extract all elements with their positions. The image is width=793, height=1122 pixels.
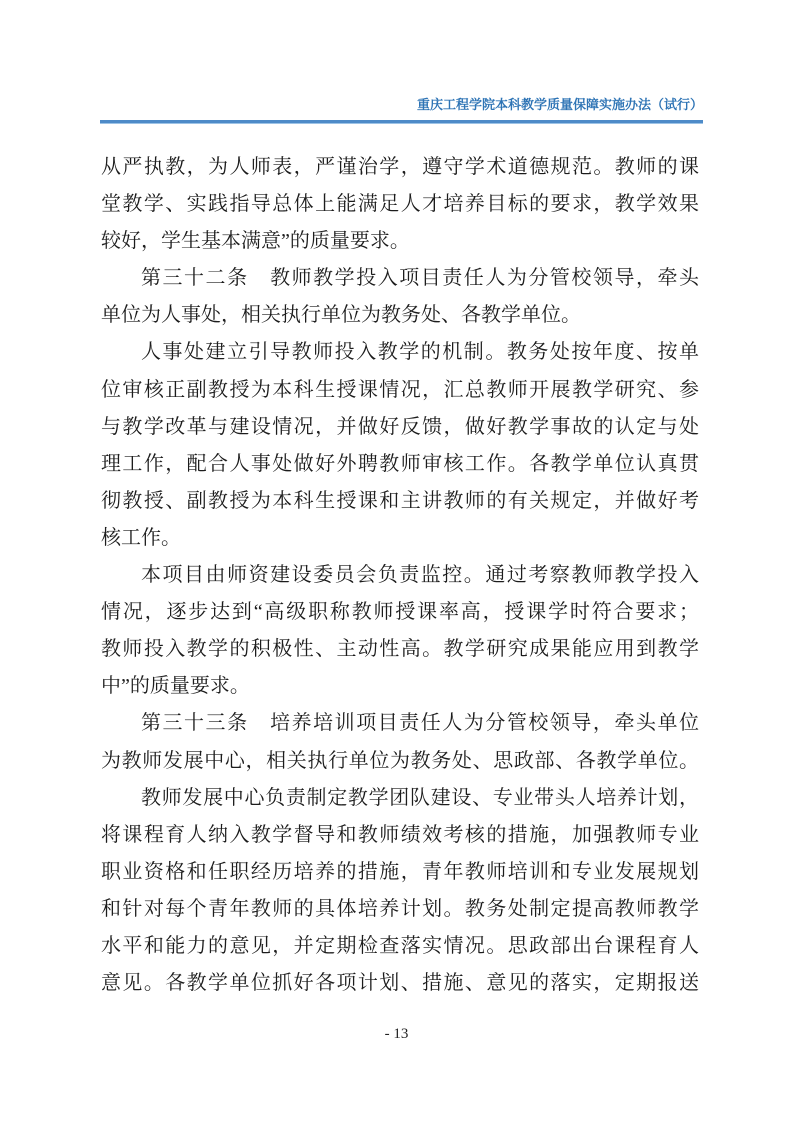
text-line: 单位为人事处，相关执行单位为教务处、各教学单位。 bbox=[101, 304, 581, 327]
header-rule bbox=[100, 120, 703, 124]
paragraph bbox=[101, 149, 699, 260]
text-line: 将课程育人纳入教学督导和教师绩效考核的措施，加强教师专业 bbox=[101, 823, 699, 846]
page-footer bbox=[0, 1026, 793, 1043]
text-line: 位审核正副教授为本科生授课情况，汇总教师开展教学研究、参 bbox=[101, 378, 699, 401]
text-line: 中”的质量要求。 bbox=[101, 675, 250, 698]
text-line: 与教学改革与建设情况，并做好反馈，做好教学事故的认定与处 bbox=[101, 415, 699, 438]
page-number: - 13 bbox=[384, 1026, 409, 1042]
paragraph bbox=[101, 260, 699, 334]
text-line: 教师投入教学的积极性、主动性高。教学研究成果能应用到教学 bbox=[101, 638, 699, 661]
text-line: 从严执教，为人师表，严谨治学，遵守学术道德规范。教师的课 bbox=[101, 156, 699, 178]
paragraph bbox=[101, 557, 699, 705]
text-line: 第三十三条 培养培训项目责任人为分管校领导，牵头单位 bbox=[141, 712, 699, 735]
paragraph bbox=[101, 705, 699, 779]
paragraph bbox=[101, 334, 699, 557]
text-line: 水平和能力的意见，并定期检查落实情况。思政部出台课程育人 bbox=[101, 934, 699, 957]
text-line: 意见。各教学单位抓好各项计划、措施、意见的落实，定期报送 bbox=[101, 972, 699, 995]
paragraph bbox=[101, 780, 699, 1003]
text-line: 情况，逐步达到“高级职称教师授课率高，授课学时符合要求； bbox=[101, 601, 699, 624]
text-line: 第三十二条 教师教学投入项目责任人为分管校领导，牵头 bbox=[141, 267, 699, 290]
header-title: 重庆工程学院本科教学质量保障实施办法（试行） bbox=[416, 97, 703, 112]
text-line: 本项目由师资建设委员会负责监控。通过考察教师教学投入 bbox=[141, 564, 699, 587]
text-line: 教师发展中心负责制定教学团队建设、专业带头人培养计划， bbox=[141, 786, 699, 809]
document-body bbox=[101, 149, 699, 1002]
text-line: 核工作。 bbox=[101, 526, 181, 549]
text-line: 彻教授、副教授为本科生授课和主讲教师的有关规定，并做好考 bbox=[101, 489, 699, 512]
page-header bbox=[100, 95, 703, 124]
text-line: 职业资格和任职经历培养的措施，青年教师培训和专业发展规划 bbox=[101, 860, 699, 883]
text-line: 理工作，配合人事处做好外聘教师审核工作。各教学单位认真贯 bbox=[101, 452, 699, 475]
text-line: 较好，学生基本满意”的质量要求。 bbox=[101, 230, 410, 253]
text-line: 为教师发展中心，相关执行单位为教务处、思政部、各教学单位。 bbox=[101, 749, 699, 772]
text-line: 和针对每个青年教师的具体培养计划。教务处制定提高教师教学 bbox=[101, 897, 699, 920]
text-line: 人事处建立引导教师投入教学的机制。教务处按年度、按单 bbox=[141, 341, 699, 364]
text-line: 堂教学、实践指导总体上能满足人才培养目标的要求，教学效果 bbox=[101, 193, 699, 216]
